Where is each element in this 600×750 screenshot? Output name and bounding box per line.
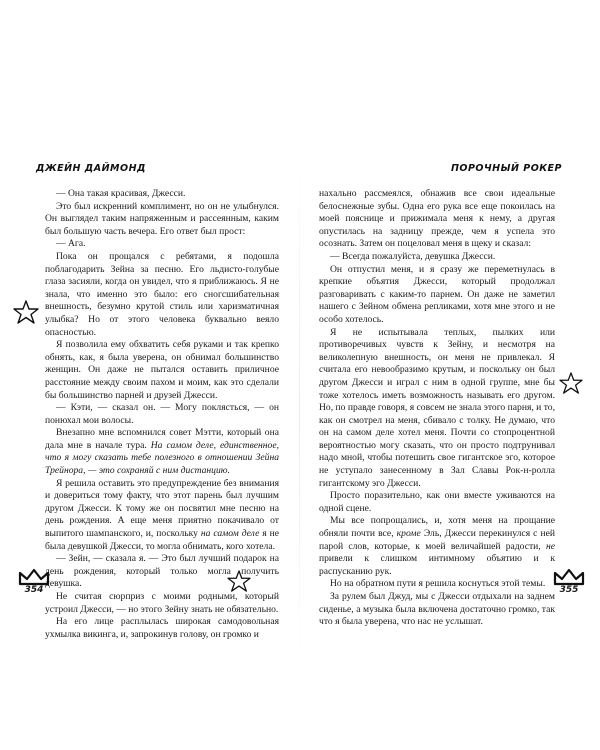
star-icon bbox=[559, 372, 583, 394]
paragraph-text: я не была девушкой Джесси, то могла обнимать, кого хотела. bbox=[45, 528, 279, 552]
running-head-title: ПОРОЧНЫЙ РОКЕР bbox=[450, 163, 562, 174]
paragraph: — Зейн, — сказала я. — Это был лучший подарок на день рождения, который только могла получить девушка. bbox=[45, 553, 279, 590]
italic-quote: На самом деле, единственное, что я могу сказать тебе полезного в отношении Зейна Трейнора, — это сохраняй с ним дистанцию. bbox=[45, 439, 279, 477]
paragraph: На его лице расплылась широкая самодовольная ухмылка викинга, и, запрокинув голову, он громко и bbox=[45, 616, 279, 640]
paragraph: — Она такая красивая, Джесси. bbox=[56, 188, 186, 199]
paragraph-text: Мы все попрощались, и, хотя меня на прощание обняли почти все, bbox=[319, 515, 555, 540]
right-page-body bbox=[319, 188, 555, 629]
paragraph: Я не испытывала теплых, пылких или противоречивых чувств к Зейну, и несмотря на великолепную внешность, он меня не привлекал. Я считала его невообразимо крутым, и поскольку он был другом Джесси и играл с ним в одной группе, мне бы тоже хотелось иметь возможность называть его другом. Но, по правде говоря, я совсем не знала этого парня, и то, как он смотрел на меня, сбивало с толку. Не думаю, что он на самом деле хотел меня. Почти со стопроцентной вероятностью могу сказать, что он просто подтрунивал надо мной, чтобы потешить свое гигантское эго, которое не уступало занесенному в Зал Славы Рок-н-ролла гигантскому эго Джесси. bbox=[319, 326, 555, 489]
italic-phrase: кроме bbox=[396, 528, 421, 540]
paragraph: Не считая сюрприз с моими родными, который устроил Джесси, — но этого Зейну знать не обязательно. bbox=[45, 591, 279, 615]
paragraph: Но на обратном пути я решила коснуться этой темы. bbox=[330, 578, 546, 590]
page-folio bbox=[17, 568, 51, 602]
star-icon bbox=[227, 570, 251, 592]
page-number: 354 bbox=[24, 585, 44, 595]
paragraph-text: Я решила оставить это предупреждение без внимания и довериться тому факту, что этот парень был лучшим другом Джесси. К тому же он посвятил мне песню на день рождения. А еще меня приятно покачивало от выпитого шампанского, и, поскольку bbox=[45, 477, 279, 540]
paragraph: — Ага. bbox=[56, 238, 86, 250]
star-icon bbox=[13, 300, 39, 324]
paragraph-text: Эль, Джесси перекинулся с ней парой слов, которые, к моей величайшей радости, bbox=[319, 528, 555, 552]
paragraph: нахально рассмеялся, обнажив все свои идеальные белоснежные зубы. Одна его рука все еще покоилась на моей пояснице и прижимала меня к нему, а другая опустилась на задницу прежде, чем я успела это осознать. Затем он поцеловал меня в щеку и сказал: bbox=[319, 188, 555, 250]
paragraph: — Кэти, — сказал он. — Могу поклясться, — он понюхал мои волосы. bbox=[45, 402, 279, 426]
paragraph bbox=[45, 427, 279, 477]
page-number: 355 bbox=[559, 585, 579, 595]
paragraph-text: привели к слишком интимному объятию и к распусканию рук. bbox=[319, 553, 555, 577]
paragraph: Это был искренний комплимент, но он не улыбнулся. Он выглядел таким напряженным и рассеянным, каким был большую часть вечера. Его ответ был прост: bbox=[45, 200, 279, 237]
paragraph-text: Внезапно мне вспомнился совет Мэтти, который она дала мне в начале тура. bbox=[45, 427, 279, 451]
paragraph: Он отпустил меня, и я сразу же переметнулась в крепкие объятия Джесси, который продолжал разговаривать с каким-то парнем. Он даже не заметил нашего с Зейном обмена репликами, хотя мне этого и не особо хотелось. bbox=[319, 263, 555, 325]
italic-phrase: не bbox=[545, 540, 555, 552]
right-page bbox=[300, 0, 600, 750]
paragraph bbox=[45, 478, 279, 554]
paragraph: — Всегда пожалуйста, девушка Джесси. bbox=[330, 250, 496, 262]
italic-phrase: на самом деле bbox=[200, 528, 260, 540]
paragraph bbox=[319, 515, 555, 578]
page-folio bbox=[552, 568, 586, 602]
paragraph: Просто поразительно, как они вместе уживаются на одной сцене. bbox=[319, 490, 555, 514]
paragraph: Пока он прощался с ребятами, я подошла поблагодарить Зейна за песню. Его льдисто-голубые глаза засияли, когда он увидел, что я приближаюсь. Я не знала, что именно это было: его сногсшибательная внешность, безумно крутой стиль или харизматичная улыбка? Но от этого человека буквально веяло опасностью. bbox=[45, 250, 279, 338]
paragraph: За рулем был Джуд, мы с Джесси отдыхали на заднем сиденье, а музыка была включена достаточно громко, так что я была уверена, что нас не услышат. bbox=[319, 591, 555, 628]
paragraph: Я позволила ему обхватить себя руками и так крепко обнять, как, я была уверена, он обнимал большинство женщин. Он даже не пытался оставить приличное расстояние между своим пахом и моим, как это сделали бы большинство парней и друзей Джесси. bbox=[45, 339, 279, 401]
running-head-author: ДЖЕЙН ДАЙМОНД bbox=[36, 163, 146, 174]
